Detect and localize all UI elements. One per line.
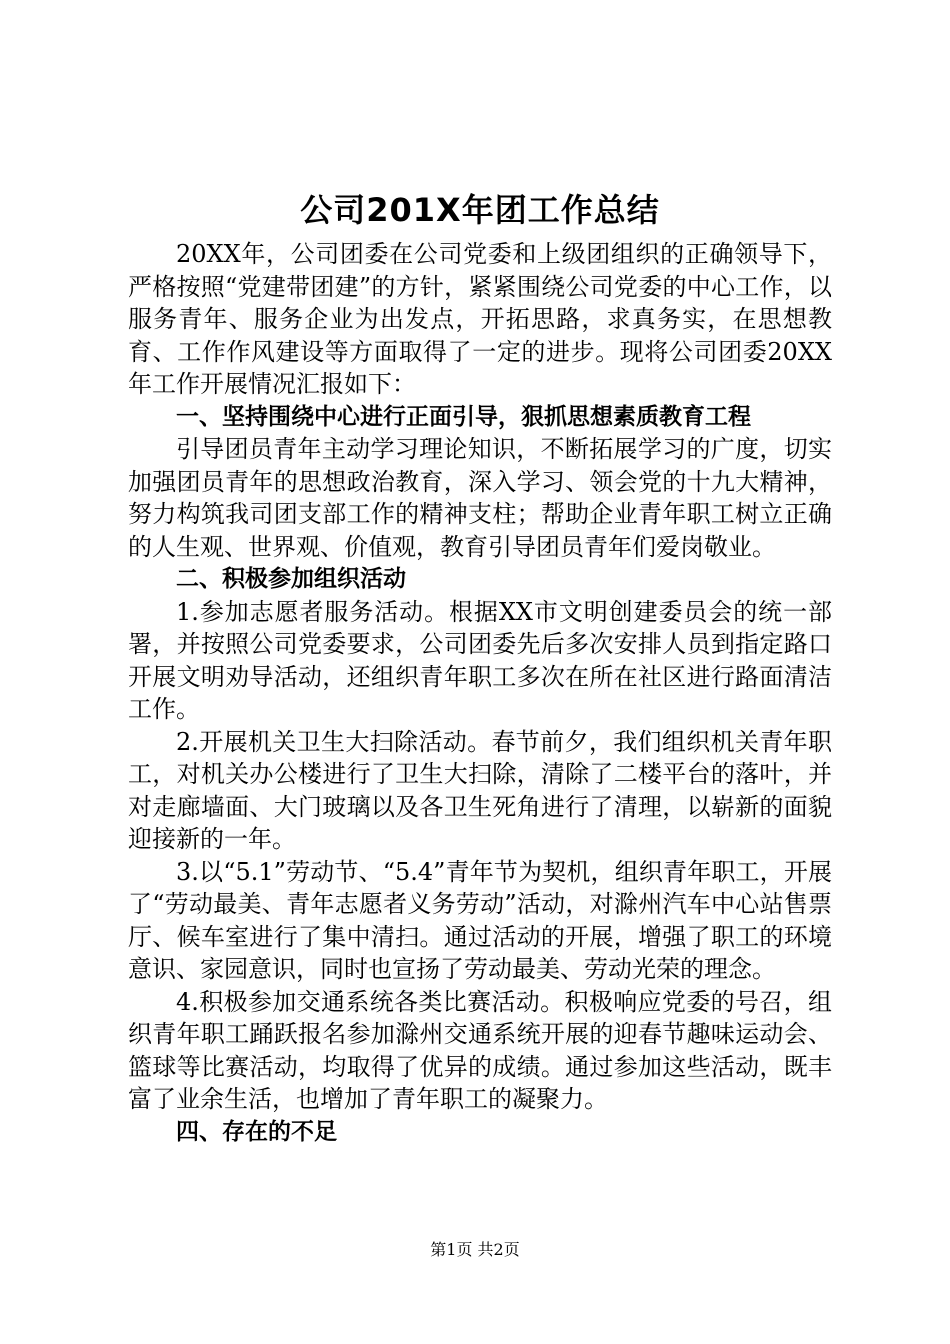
section-2-item-1: 1.参加志愿者服务活动。根据XX市文明创建委员会的统一部署，并按照公司党委要求，公司团委先后多次安排人员到指定路口开展文明劝导活动，还组织青年职工多次在所在社区进行路面清洁工作。 [128, 597, 832, 723]
section-1-body: 引导团员青年主动学习理论知识，不断拓展学习的广度，切实加强团员青年的思想政治教育，深入学习、领会党的十九大精神，努力构筑我司团支部工作的精神支柱；帮助企业青年职工树立正确的人生观、世界观、价值观，教育引导团员青年们爱岗敬业。 [128, 435, 832, 561]
section-2-heading: 二、积极参加组织活动 [176, 566, 406, 592]
document-title: 公司201X年团工作总结 [300, 191, 660, 229]
section-4-heading: 四、存在的不足 [176, 1118, 337, 1145]
page-footer: 第1页 共2页 [430, 1240, 520, 1259]
section-2-item-3: 3.以“5.1”劳动节、“5.4”青年节为契机，组织青年职工，开展了“劳动最美、青年志愿者义务劳动”活动，对滁州汽车中心站售票厅、候车室进行了集中清扫。通过活动的开展，增强了职工的环境意识、家园意识，同时也宣扬了劳动最美、劳动光荣的理念。 [128, 857, 832, 983]
section-2-item-4: 4.积极参加交通系统各类比赛活动。积极响应党委的号召，组织青年职工踊跃报名参加滁州交通系统开展的迎春节趣味运动会、篮球等比赛活动，均取得了优异的成绩。通过参加这些活动，既丰富了业余生活，也增加了青年职工的凝聚力。 [128, 987, 832, 1113]
intro-paragraph: 20XX年，公司团委在公司党委和上级团组织的正确领导下，严格按照“党建带团建”的方针，紧紧围绕公司党委的中心工作，以服务青年、服务企业为出发点，开拓思路，求真务实，在思想教育、工作作风建设等方面取得了一定的进步。现将公司团委20XX年工作开展情况汇报如下： [128, 240, 832, 398]
section-1-heading: 一、坚持围绕中心进行正面引导，狠抓思想素质教育工程 [176, 403, 751, 430]
document-page [128, 182, 832, 1148]
section-2-item-2: 2.开展机关卫生大扫除活动。春节前夕，我们组织机关青年职工，对机关办公楼进行了卫生大扫除，清除了二楼平台的落叶，并对走廊墙面、大门玻璃以及各卫生死角进行了清理，以崭新的面貌迎接新的一年。 [128, 727, 832, 853]
